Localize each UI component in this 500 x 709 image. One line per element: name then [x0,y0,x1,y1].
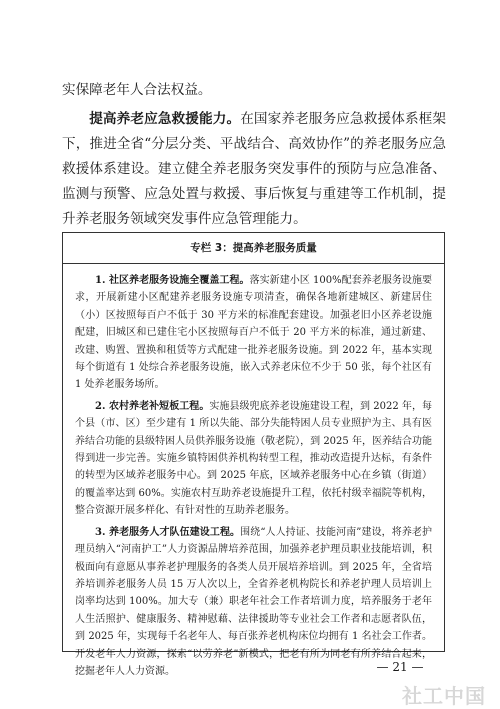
box-item-text: 落实新建小区 100%配套养老服务设施要求，开展新建小区配建养老服务设施专项清查，确保各地新建城区、新建居住（小）区按照每百户不低于 30 平方米的标准配套建设。加强老旧小区养老设施配建，旧城区和已建住宅小区按照每百户不低于 20 平方米的标准，通过新建、改建、购置、置换和租赁等方式配建一批养老服务设施。到 2022 年，基本实现每个街道有 1 处综合养老服务设施，嵌入式养老床位不少于 50 张，每个社区有 1 处养老服务场所。 [75,275,432,391]
section-heading: 提高养老应急救援能力。 [89,111,241,127]
box-item-text: 围绕“人人持证、技能河南”建设，将养老护理员纳入“河南护工”人力资源品牌培养范围，加强养老护理员职业技能培训，积极面向有意愿从事养老护理服务的各类人员开展培养培训。到 2025 年，全省培养培训养老服务人员 15 万人次以上，全省养老机构院长和养老护理人员培训上岗率均达到 100%。加大专（兼）职老年社会工作者培训力度，培养服务于老年人生活照护、健康服务、精神慰藉、法律援助等专业社会工作者和志愿者队伍，到 2025 年，实现每千名老年人、每百张养老机构床位均拥有 1 名社会工作者。开发老年人力资源，探索“以劳养老”新模式，把老有所为同老有所养结合起来，挖掘老年人人力资源。 [75,526,433,677]
box-item-rural-elderly-care [75,398,432,520]
section-body: 在国家养老服务应急救援体系框架下，推进全省“分层分类、平战结合、高效协作”的养老服务应急救援体系建设。建立健全养老服务突发事件的预防与应急准备、监测与预警、应急处置与救援、事后恢复与重建等工作机制，提升养老服务领域突发事件应急管理能力。 [62,111,446,227]
page-number: — 21 — [376,660,424,674]
box-item-heading: 3. 养老服务人才队伍建设工程。 [95,526,241,538]
box-item-community-facilities [75,272,432,394]
column-box-body [63,264,444,680]
section-paragraph [62,107,446,232]
box-item-heading: 2. 农村养老补短板工程。 [95,400,210,412]
box-item-heading: 1. 社区养老服务设施全覆盖工程。 [95,275,250,286]
watermark-logo: 社工中国 [402,684,486,708]
paragraph-continuation: 实保障老年人合法权益。 [62,82,212,98]
box-item-text: 实施县级兜底养老设施建设工程，到 2022 年，每个县（市、区）至少建有 1 所以失能、部分失能特困人员专业照护为主、具有医养结合功能的县级特困人员供养服务设施（敬老院），到 2025 年，医养结合功能得到进一步完善。实施乡镇特困供养机构转型工程，推动改造提升达标，有条件的转型为区域养老服务中心。到 2025 年底，区域养老服务中心在乡镇（街道）的覆盖率达到 60%。实施农村互助养老设施提升工程，依托村级幸福院等机构，整合资源开展多样化、有针对性的互助养老服务。 [75,400,432,517]
box-item-talent-team [75,524,432,681]
column-box-title: 专栏 3：提高养老服务质量 [63,233,444,264]
